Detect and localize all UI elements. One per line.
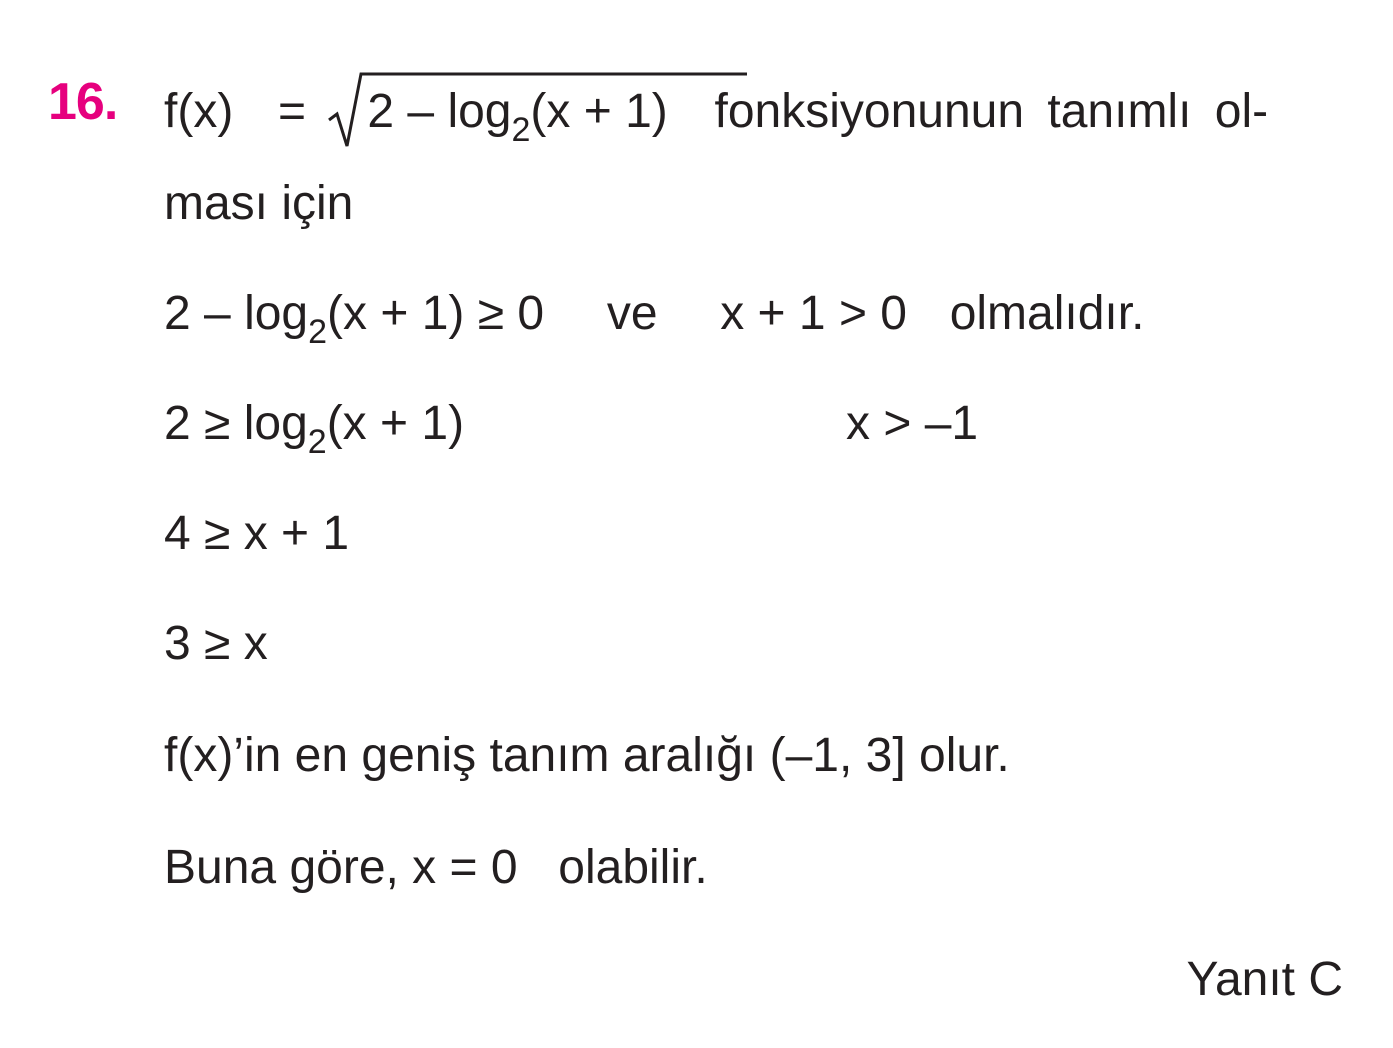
step-log-inequality (164, 397, 465, 461)
step-exponential-form: 4 ≥ x + 1 (164, 507, 350, 560)
step-log-part-a: 2 ≥ log (164, 397, 308, 450)
final-statement-part-b: olabilir. (558, 841, 708, 894)
step-upper-bound: 3 ≥ x (164, 617, 268, 670)
step-domain-inequality: x > –1 (846, 397, 979, 450)
conjunction-ve: ve (606, 287, 658, 340)
condition-domain: x + 1 > 0 (720, 287, 907, 340)
definition-text: fonksiyonunun tanımlı ol- (714, 85, 1269, 138)
domain-conclusion: f(x)’in en geniş tanım aralığı (–1, 3] olur. (164, 729, 1010, 782)
log-base: 2 (308, 313, 328, 351)
function-name: f(x) (164, 85, 234, 138)
square-root (327, 82, 671, 149)
radicand-part-a: 2 – log (367, 85, 512, 138)
function-definition-line (164, 82, 1269, 149)
radicand-part-b: (x + 1) (530, 85, 668, 138)
final-statement-part-a: Buna göre, x = 0 (164, 841, 518, 894)
question-number: 16. (48, 73, 118, 131)
conditions-suffix: olmalıdır. (949, 287, 1145, 340)
radical-sign-icon (327, 72, 747, 152)
answer-label: Yanıt C (1186, 953, 1343, 1006)
conditions-line (164, 287, 1145, 351)
condition-intro: ması için (164, 177, 354, 230)
condition-log-part-b: (x + 1) ≥ 0 (327, 287, 545, 340)
log-base: 2 (307, 423, 327, 461)
equals-sign: = (278, 85, 307, 138)
log-base: 2 (511, 111, 531, 149)
condition-log-part-a: 2 – log (164, 287, 309, 340)
step-log-part-b: (x + 1) (326, 397, 465, 450)
final-statement (164, 841, 708, 894)
